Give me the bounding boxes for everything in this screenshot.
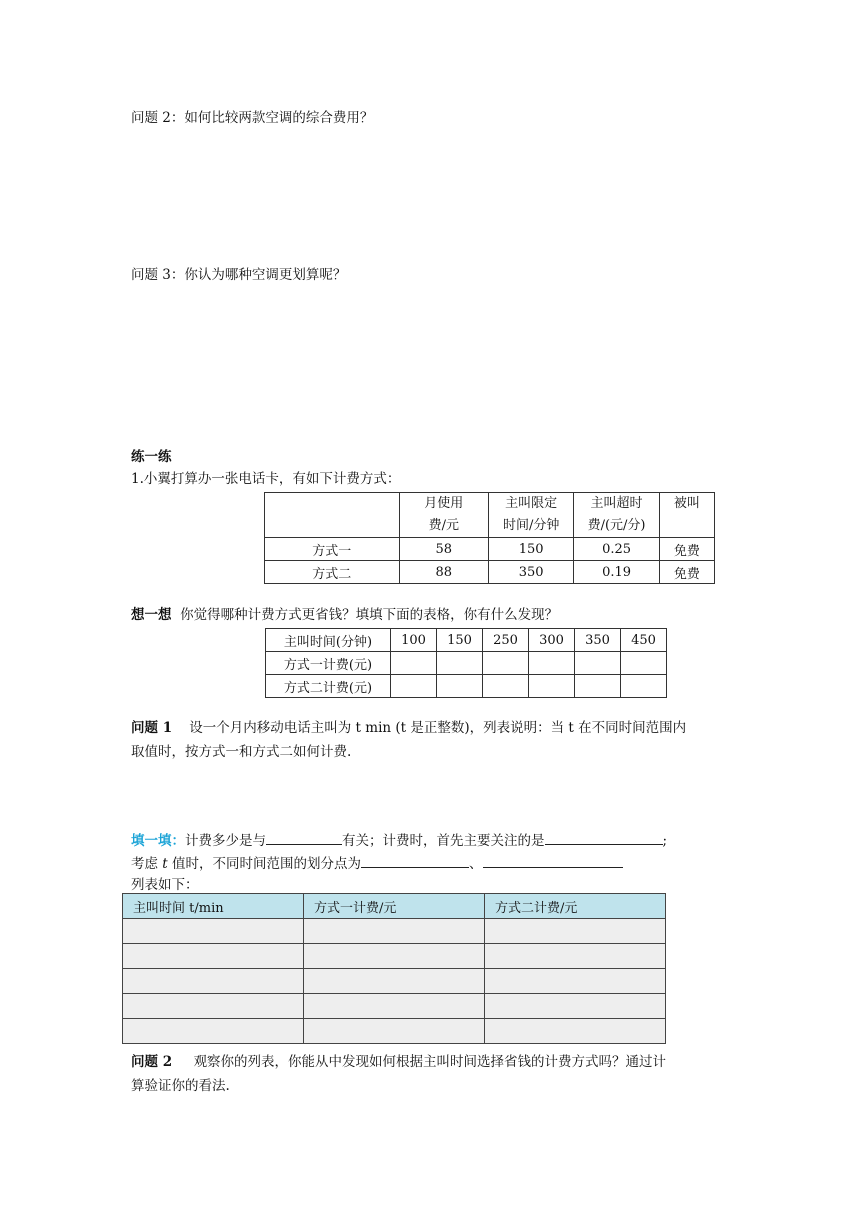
think-line bbox=[131, 603, 558, 623]
table-cell[interactable] bbox=[485, 944, 666, 969]
problem-1-line-1 bbox=[131, 716, 686, 736]
fill-blank[interactable] bbox=[361, 853, 469, 868]
table-cell[interactable] bbox=[485, 969, 666, 994]
table-cell: 免费 bbox=[659, 561, 714, 584]
table-cell[interactable] bbox=[391, 652, 437, 675]
fill-line-2: 考虑 t 值时，不同时间范围的划分点为 、 bbox=[131, 852, 623, 872]
table-row bbox=[265, 538, 715, 561]
table-cell: 方式二计费(元) bbox=[266, 675, 391, 698]
fill-label: 填一填： bbox=[131, 833, 185, 849]
table-header-cell: 300 bbox=[529, 629, 575, 652]
table-cell[interactable] bbox=[123, 969, 304, 994]
practice-title: 练一练 bbox=[131, 449, 172, 465]
table-cell: 0.25 bbox=[574, 538, 659, 561]
tariff-list-table bbox=[122, 893, 666, 1044]
table-row bbox=[123, 994, 666, 1019]
problem-2-line-1 bbox=[131, 1050, 666, 1070]
table-cell[interactable] bbox=[483, 675, 529, 698]
problem-1-line-2: 取值时，按方式一和方式二如何计费. bbox=[131, 744, 352, 760]
think-label: 想一想 bbox=[131, 607, 172, 623]
table-header-cell: 方式二计费/元 bbox=[485, 894, 666, 919]
table-row bbox=[123, 1019, 666, 1044]
table-cell: 免费 bbox=[659, 538, 714, 561]
fill-blank[interactable] bbox=[483, 853, 623, 868]
table-row bbox=[123, 944, 666, 969]
table-cell: 方式一 bbox=[265, 538, 400, 561]
table-header-cell: 150 bbox=[437, 629, 483, 652]
problem-1-label: 问题 1 bbox=[131, 720, 173, 736]
table-cell[interactable] bbox=[485, 919, 666, 944]
item-1: 1.小翼打算办一张电话卡，有如下计费方式： bbox=[131, 471, 401, 487]
billing-plans-table bbox=[264, 492, 715, 584]
table-header-row bbox=[123, 894, 666, 919]
question-3: 问题 3：你认为哪种空调更划算呢？ bbox=[131, 267, 347, 283]
table-cell[interactable] bbox=[529, 652, 575, 675]
table-row bbox=[266, 652, 667, 675]
table-cell[interactable] bbox=[304, 994, 485, 1019]
fill-line-1: 填一填：计费多少是与 有关；计费时，首先主要关注的是 ; bbox=[131, 829, 667, 849]
table-cell[interactable] bbox=[304, 1019, 485, 1044]
table-cell[interactable] bbox=[304, 944, 485, 969]
table-cell[interactable] bbox=[575, 652, 621, 675]
table-cell[interactable] bbox=[437, 675, 483, 698]
problem-2-text: 观察你的列表，你能从中发现如何根据主叫时间选择省钱的计费方式吗？通过计 bbox=[193, 1054, 667, 1070]
problem-2-line-2: 算验证你的看法. bbox=[131, 1078, 230, 1094]
table-cell[interactable] bbox=[529, 675, 575, 698]
table-row bbox=[123, 969, 666, 994]
fill-blank[interactable] bbox=[545, 830, 663, 845]
table-cell: 0.19 bbox=[574, 561, 659, 584]
think-text: 你觉得哪种计费方式更省钱？填填下面的表格，你有什么发现？ bbox=[180, 607, 559, 623]
table-header-cell: 450 bbox=[621, 629, 667, 652]
table-header-cell: 250 bbox=[483, 629, 529, 652]
table-header-row bbox=[266, 629, 667, 652]
table-row bbox=[265, 561, 715, 584]
table-cell[interactable] bbox=[123, 919, 304, 944]
table-cell: 方式二 bbox=[265, 561, 400, 584]
table-cell[interactable] bbox=[123, 994, 304, 1019]
table-row bbox=[123, 919, 666, 944]
table-header-row bbox=[265, 493, 715, 538]
table-header-cell: 主叫限定 时间/分钟 bbox=[488, 493, 573, 538]
table-header-cell: 被叫 bbox=[659, 493, 714, 538]
table-cell: 150 bbox=[488, 538, 573, 561]
table-cell: 88 bbox=[399, 561, 488, 584]
table-cell[interactable] bbox=[123, 1019, 304, 1044]
table-cell[interactable] bbox=[621, 675, 667, 698]
table-cell: 58 bbox=[399, 538, 488, 561]
table-cell[interactable] bbox=[483, 652, 529, 675]
fill-blank[interactable] bbox=[266, 830, 342, 845]
table-header-cell: 主叫时间(分钟) bbox=[266, 629, 391, 652]
table-cell[interactable] bbox=[123, 944, 304, 969]
table-cell[interactable] bbox=[304, 919, 485, 944]
table-header-cell: 月使用 费/元 bbox=[399, 493, 488, 538]
table-cell[interactable] bbox=[485, 994, 666, 1019]
table-header-cell: 主叫超时 费/(元/分) bbox=[574, 493, 659, 538]
table-cell[interactable] bbox=[621, 652, 667, 675]
table-header-cell bbox=[265, 493, 400, 538]
table-cell[interactable] bbox=[437, 652, 483, 675]
fill-line-3: 列表如下： bbox=[131, 877, 199, 893]
table-cell[interactable] bbox=[575, 675, 621, 698]
table-header-cell: 主叫时间 t/min bbox=[123, 894, 304, 919]
table-cell[interactable] bbox=[304, 969, 485, 994]
table-header-cell: 350 bbox=[575, 629, 621, 652]
table-row bbox=[266, 675, 667, 698]
problem-2-label: 问题 2 bbox=[131, 1054, 173, 1070]
table-header-cell: 方式一计费/元 bbox=[304, 894, 485, 919]
table-cell: 350 bbox=[488, 561, 573, 584]
problem-1-text: 设一个月内移动电话主叫为 t min (t 是正整数)，列表说明：当 t 在不同时间范围内 bbox=[189, 720, 687, 736]
table-cell[interactable] bbox=[485, 1019, 666, 1044]
cost-fill-table bbox=[265, 628, 667, 698]
table-cell[interactable] bbox=[391, 675, 437, 698]
question-2: 问题 2：如何比较两款空调的综合费用？ bbox=[131, 110, 374, 126]
table-cell: 方式一计费(元) bbox=[266, 652, 391, 675]
table-header-cell: 100 bbox=[391, 629, 437, 652]
